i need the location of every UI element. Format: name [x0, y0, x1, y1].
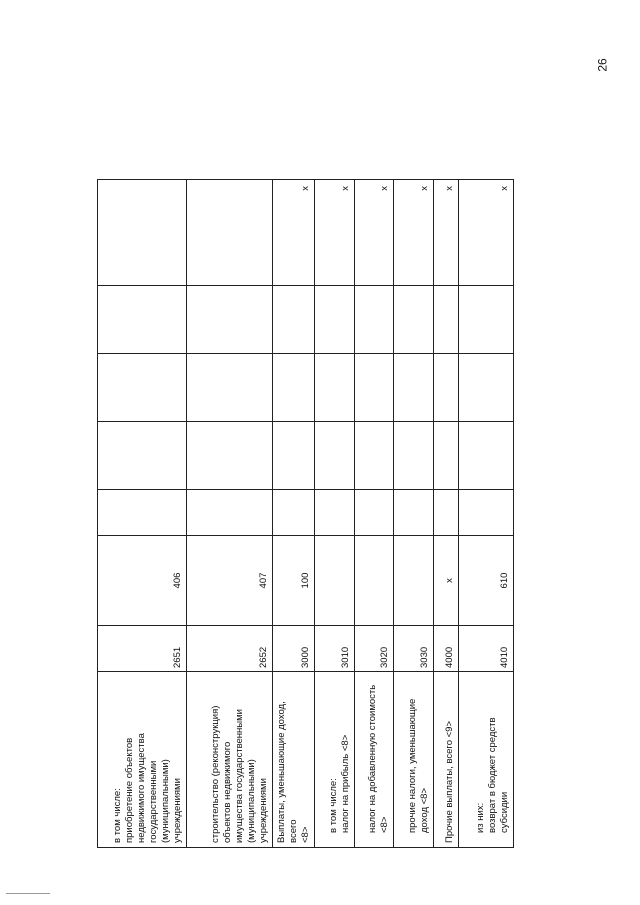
- row-label: [394, 672, 434, 848]
- empty-cell: [187, 354, 272, 422]
- row-label-line: субсидии: [499, 791, 510, 833]
- budget-table-wrapper: [97, 180, 514, 848]
- empty-cell: [433, 422, 458, 490]
- row-label-line: строительство (реконструкция): [209, 705, 221, 843]
- empty-cell: [458, 490, 513, 536]
- row-label-line: (муниципальными): [160, 759, 172, 843]
- row-label-line: в том числе:: [327, 778, 339, 833]
- table-row: [354, 180, 394, 848]
- empty-cell: [458, 422, 513, 490]
- empty-cell: [354, 490, 394, 536]
- row-label-line: <8>: [379, 816, 391, 833]
- budget-table: [97, 179, 514, 848]
- empty-cell: [98, 490, 187, 536]
- row-label-line: государственными: [148, 760, 160, 843]
- row-label-line: из них:: [475, 802, 486, 833]
- row-code: 3020: [354, 626, 394, 672]
- empty-cell: [354, 286, 394, 354]
- x-mark-cell: x: [315, 180, 355, 286]
- row-label: [315, 672, 355, 848]
- row-label-line: доход <8>: [418, 788, 430, 833]
- x-mark-cell: x: [394, 180, 434, 286]
- page-number: 26: [595, 58, 610, 72]
- rotated-table-area: [97, 180, 514, 848]
- row-label-line: учреждениями: [172, 778, 184, 843]
- row-secondary-code: 100: [272, 536, 315, 626]
- empty-cell: [354, 422, 394, 490]
- table-row: [394, 180, 434, 848]
- row-label: [187, 672, 272, 848]
- row-code: 3010: [315, 626, 355, 672]
- empty-cell: [187, 490, 272, 536]
- row-label-line: объектов недвижимого: [221, 741, 233, 843]
- row-label: [433, 672, 458, 848]
- empty-cell: [315, 354, 355, 422]
- empty-cell: [315, 422, 355, 490]
- x-mark-cell: x: [354, 180, 394, 286]
- empty-cell: [433, 490, 458, 536]
- table-row: [315, 180, 355, 848]
- row-label-line: в том числе:: [112, 788, 124, 843]
- row-label: [458, 672, 513, 848]
- empty-cell: [187, 422, 272, 490]
- empty-cell: [272, 422, 315, 490]
- row-secondary-code: [315, 536, 355, 626]
- row-label: [354, 672, 394, 848]
- x-mark-cell: x: [272, 180, 315, 286]
- table-row: [433, 180, 458, 848]
- empty-cell: [98, 422, 187, 490]
- empty-cell: [187, 286, 272, 354]
- row-code: 4000: [433, 626, 458, 672]
- empty-cell: [98, 354, 187, 422]
- empty-cell: [458, 286, 513, 354]
- row-secondary-code: x: [433, 536, 458, 626]
- x-mark-cell: [98, 180, 187, 286]
- empty-cell: [394, 422, 434, 490]
- empty-cell: [394, 354, 434, 422]
- row-secondary-code: 407: [187, 536, 272, 626]
- empty-cell: [433, 286, 458, 354]
- row-label-line: прочие налоги, уменьшающие: [406, 698, 418, 833]
- empty-cell: [315, 286, 355, 354]
- row-label-line: (муниципальными): [245, 759, 257, 843]
- row-label-line: Прочие выплаты, всего <9>: [443, 721, 455, 843]
- row-label-line: Выплаты, уменьшающие доход, всего: [276, 701, 300, 843]
- empty-cell: [354, 354, 394, 422]
- row-code: 4010: [458, 626, 513, 672]
- row-label-line: недвижимого имущества: [136, 733, 148, 843]
- empty-cell: [272, 286, 315, 354]
- row-code: 2652: [187, 626, 272, 672]
- table-row: [187, 180, 272, 848]
- empty-cell: [394, 286, 434, 354]
- table-row: [98, 180, 187, 848]
- empty-cell: [315, 490, 355, 536]
- empty-cell: [272, 354, 315, 422]
- row-label-line: имущества государственными: [233, 709, 245, 843]
- x-mark-cell: x: [433, 180, 458, 286]
- empty-cell: [98, 286, 187, 354]
- empty-cell: [458, 354, 513, 422]
- row-secondary-code: [394, 536, 434, 626]
- row-label-line: возврат в бюджет средств: [487, 717, 498, 833]
- row-label-line: учреждениями: [257, 778, 269, 843]
- row-label: [272, 672, 315, 848]
- row-label-line: приобретение объектов: [124, 737, 136, 843]
- row-label-line: <8>: [300, 826, 312, 843]
- row-secondary-code: 610: [458, 536, 513, 626]
- empty-cell: [394, 490, 434, 536]
- row-code: 3000: [272, 626, 315, 672]
- row-code: 3030: [394, 626, 434, 672]
- table-row: [272, 180, 315, 848]
- scan-mark: [6, 893, 50, 894]
- row-label-line: налог на прибыль <8>: [339, 734, 351, 833]
- table-row: [458, 180, 513, 848]
- x-mark-cell: x: [458, 180, 513, 286]
- row-secondary-code: 406: [98, 536, 187, 626]
- row-code: 2651: [98, 626, 187, 672]
- row-secondary-code: [354, 536, 394, 626]
- x-mark-cell: [187, 180, 272, 286]
- row-label: [98, 672, 187, 848]
- row-label-line: налог на добавленную стоимость: [367, 684, 379, 833]
- empty-cell: [433, 354, 458, 422]
- empty-cell: [272, 490, 315, 536]
